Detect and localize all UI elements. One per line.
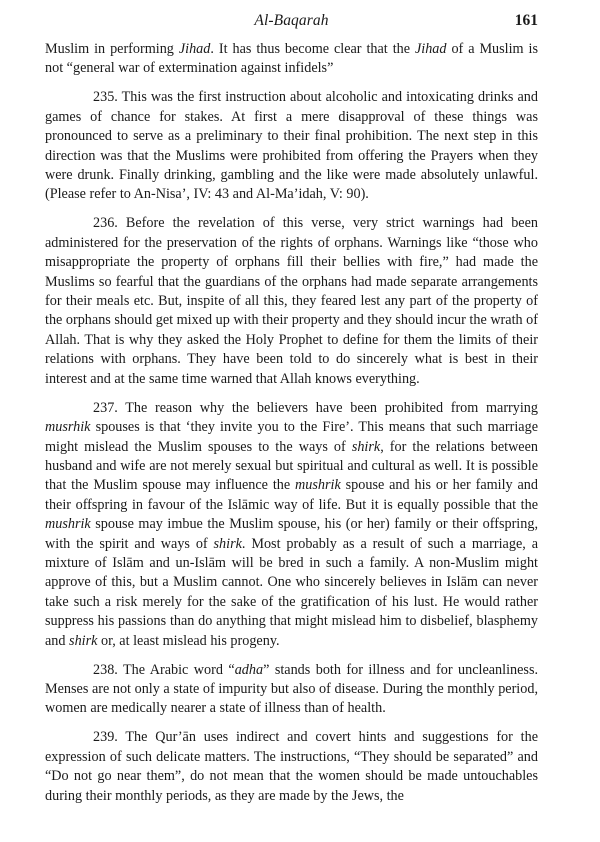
- text-run: of a Muslim is not “general war of extermination against infidels”: [45, 41, 538, 77]
- italic-term: mushrik: [295, 477, 341, 494]
- text-run: The Arabic word “: [117, 661, 235, 678]
- text-run: spouse may imbue the Muslim spouse, his (or her) family or their offspring, with the spirit and ways of: [45, 516, 538, 552]
- note-number: 237.: [93, 399, 118, 416]
- paragraph-continuation: [45, 40, 538, 79]
- italic-term: mushrik: [45, 516, 91, 533]
- running-title: Al-Baqarah: [254, 12, 329, 29]
- note-number: 238.: [93, 661, 118, 678]
- commentary-body: [45, 40, 538, 806]
- text-run: Muslim in performing: [45, 41, 179, 57]
- text-run: ” stands both for illness and for uncleanliness. Menses are not only a state of impurity but also of disease. During the monthly period, women are medically nearer a state of illness than of health.: [45, 661, 539, 717]
- italic-term: Jihad: [178, 41, 211, 57]
- text-run: This was the first instruction about alcoholic and intoxicating drinks and games of chance for stakes. At first a mere disapproval of these things was pronounced to serve as a preliminary to their final prohibition. The next step in this direction was that the Muslims were prohibited from offering the Prayers when they were drunk. Finally drinking, gambling and the like were made absolutely unlawful. (Please refer to An-Nisa’, IV: 43 and Al-Ma’idah, V: 90).: [45, 89, 538, 203]
- text-run: The Qur’ān uses indirect and covert hints and suggestions for the expression of such delicate matters. The instructions, “They should be separated” and “Do not go near them”, do not mean that the women should be made untouchables during their monthly periods, as they are made by the Jews, the: [45, 729, 538, 804]
- italic-term: shirk: [351, 438, 381, 455]
- text-run: , for the relations between husband and wife are not merely sexual but spiritual and cultural as well. It is possible that the Muslim spouse may influence the: [45, 438, 538, 494]
- text-run: The reason why the believers have been prohibited from marrying: [117, 399, 538, 416]
- note-238: [45, 661, 538, 719]
- note-number: 236.: [93, 215, 118, 232]
- text-run: spouse and his or her family and their offspring in favour of the Islāmic way of life. But it is equally possible that the: [45, 477, 538, 513]
- italic-term: adha: [234, 661, 264, 678]
- text-run: . It has thus become clear that the: [210, 41, 415, 57]
- text-run: spouses is that ‘they invite you to the Fire’. This means that such marriage might mislead the Muslim spouses to the ways of: [45, 419, 538, 455]
- note-236: [45, 214, 538, 389]
- italic-term: shirk: [213, 535, 242, 552]
- note-number: 235.: [93, 89, 118, 106]
- running-head: [45, 10, 538, 32]
- text-run: . Most probably as a result of such a marriage, a mixture of Islām and un-Islām will be bred in such a family. A non-Muslim might approve of this, but a Muslim cannot. One who sincerely believes in Islām can never take such a risk merely for the sake of the gratification of his lust. He would rather suppress his passions than do anything that might mislead him to disbelief, blasphemy and: [45, 535, 538, 649]
- note-235: [45, 88, 538, 204]
- italic-term: Jihad: [414, 41, 447, 57]
- note-237: [45, 399, 538, 651]
- italic-term: shirk: [69, 632, 98, 649]
- text-run: or, at least mislead his progeny.: [97, 632, 280, 649]
- text-run: Before the revelation of this verse, very strict warnings had been administered for the preservation of the rights of orphans. Warnings like “those who misappropriate the property of orphans fill their bellies with fire,” had made the Muslims so fearful that the guardians of the orphans had made separate arrangements for their meals etc. But, inspite of all this, they feared lest any part of the property of the orphans should get mixed up with their property and they should incur the wrath of Allah. That is why they asked the Holy Prophet to define for them the limits of their relations with orphans. They have been told to do sincerely what is best in their interest and at the same time warned that Allah knows everything.: [45, 215, 538, 387]
- note-239: [45, 728, 538, 806]
- page-number: 161: [514, 12, 538, 29]
- italic-term: musrhik: [45, 419, 91, 436]
- note-number: 239.: [93, 729, 118, 746]
